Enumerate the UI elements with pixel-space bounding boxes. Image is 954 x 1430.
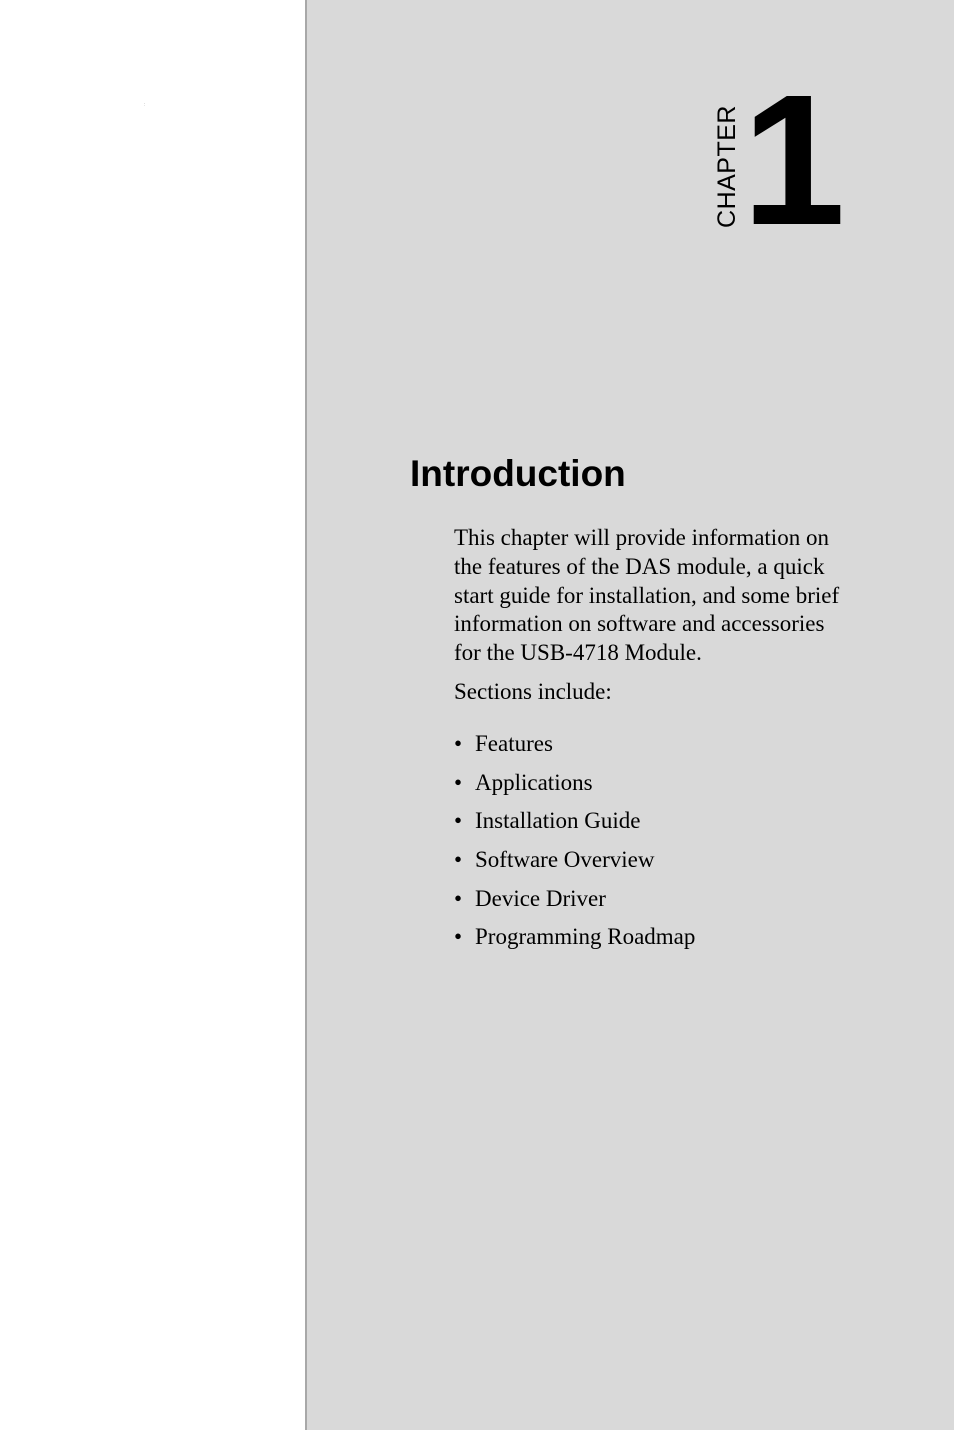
- chapter-number: 1: [742, 57, 846, 264]
- section-item-label: Software Overview: [475, 847, 655, 873]
- bullet-icon: •: [454, 808, 463, 834]
- section-item-label: Installation Guide: [475, 808, 641, 834]
- bullet-icon: •: [454, 847, 463, 873]
- section-item-programming-roadmap: [454, 923, 695, 962]
- section-item-software-overview: [454, 846, 695, 885]
- chapter-title: Introduction: [410, 453, 626, 494]
- section-item-label: Features: [475, 731, 553, 756]
- section-item-label: Device Driver: [475, 885, 606, 911]
- page-mark: :: [144, 102, 146, 108]
- bullet-icon: •: [454, 769, 463, 795]
- left-margin: [0, 0, 305, 1430]
- sections-label: Sections include:: [454, 679, 612, 704]
- chapter-label: [709, 100, 745, 232]
- section-item-installation-guide: [454, 807, 695, 846]
- section-item-device-driver: [454, 885, 695, 924]
- bullet-icon: •: [454, 924, 463, 950]
- section-item-label: Programming Roadmap: [475, 924, 696, 950]
- section-item-features: [454, 730, 695, 769]
- bullet-icon: •: [454, 731, 463, 756]
- sections-list: [454, 730, 695, 962]
- content-panel: [307, 0, 954, 1430]
- section-item-label: Applications: [475, 769, 593, 795]
- chapter-label-text: CHAPTER: [712, 104, 741, 228]
- section-item-applications: [454, 769, 695, 808]
- bullet-icon: •: [454, 885, 463, 911]
- intro-paragraph: This chapter will provide information on the features of the DAS module, a quick start guide for installation, and some brief information on software and accessories for the USB-4718 Module.: [454, 525, 840, 666]
